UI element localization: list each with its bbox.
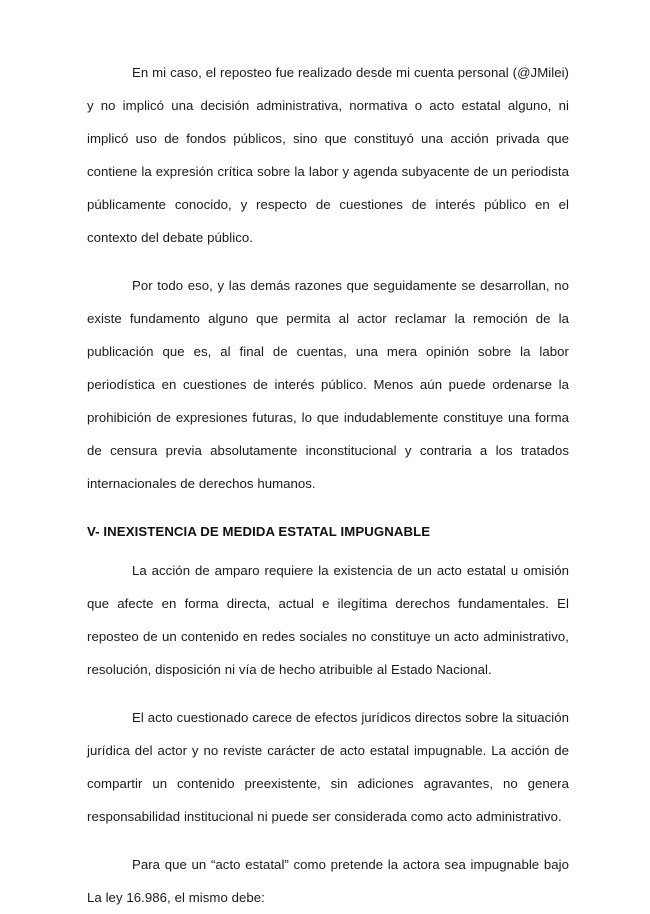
paragraph-2: Por todo eso, y las demás razones que seguidamente se desarrollan, no existe fundamento alguno que permita al actor reclamar la remoción de la publicación que es, al final de cuentas, una mera opinión sobre la labor periodística en cuestiones de interés público. Menos aún puede ordenarse la prohibición de expresiones futuras, lo que indudablemente constituye una forma de censura previa absolutamente inconstitucional y contraria a los tratados internacionales de derechos humanos. xyxy=(87,278,569,491)
section-heading-v: V- INEXISTENCIA DE MEDIDA ESTATAL IMPUGNABLE xyxy=(87,524,431,539)
paragraph-5: Para que un “acto estatal” como pretende la actora sea impugnable bajo La ley 16.986, el mismo debe: xyxy=(87,857,569,905)
document-text-body xyxy=(87,56,569,914)
paragraph-4: El acto cuestionado carece de efectos jurídicos directos sobre la situación jurídica del actor y no reviste carácter de acto estatal impugnable. La acción de compartir un contenido preexistente, sin adiciones agravantes, no genera responsabilidad institucional ni puede ser considerada como acto administrativo. xyxy=(87,710,569,824)
paragraph-1: En mi caso, el reposteo fue realizado desde mi cuenta personal (@JMilei) y no implicó una decisión administrativa, normativa o acto estatal alguno, ni implicó uso de fondos públicos, sino que constituyó una acción privada que contiene la expresión crítica sobre la labor y agenda subyacente de un periodista públicamente conocido, y respecto de cuestiones de interés público en el contexto del debate público. xyxy=(87,65,569,245)
paragraph-3: La acción de amparo requiere la existencia de un acto estatal u omisión que afecte en forma directa, actual e ilegítima derechos fundamentales. El reposteo de un contenido en redes sociales no constituye un acto administrativo, resolución, disposición ni vía de hecho atribuible al Estado Nacional. xyxy=(87,563,569,677)
